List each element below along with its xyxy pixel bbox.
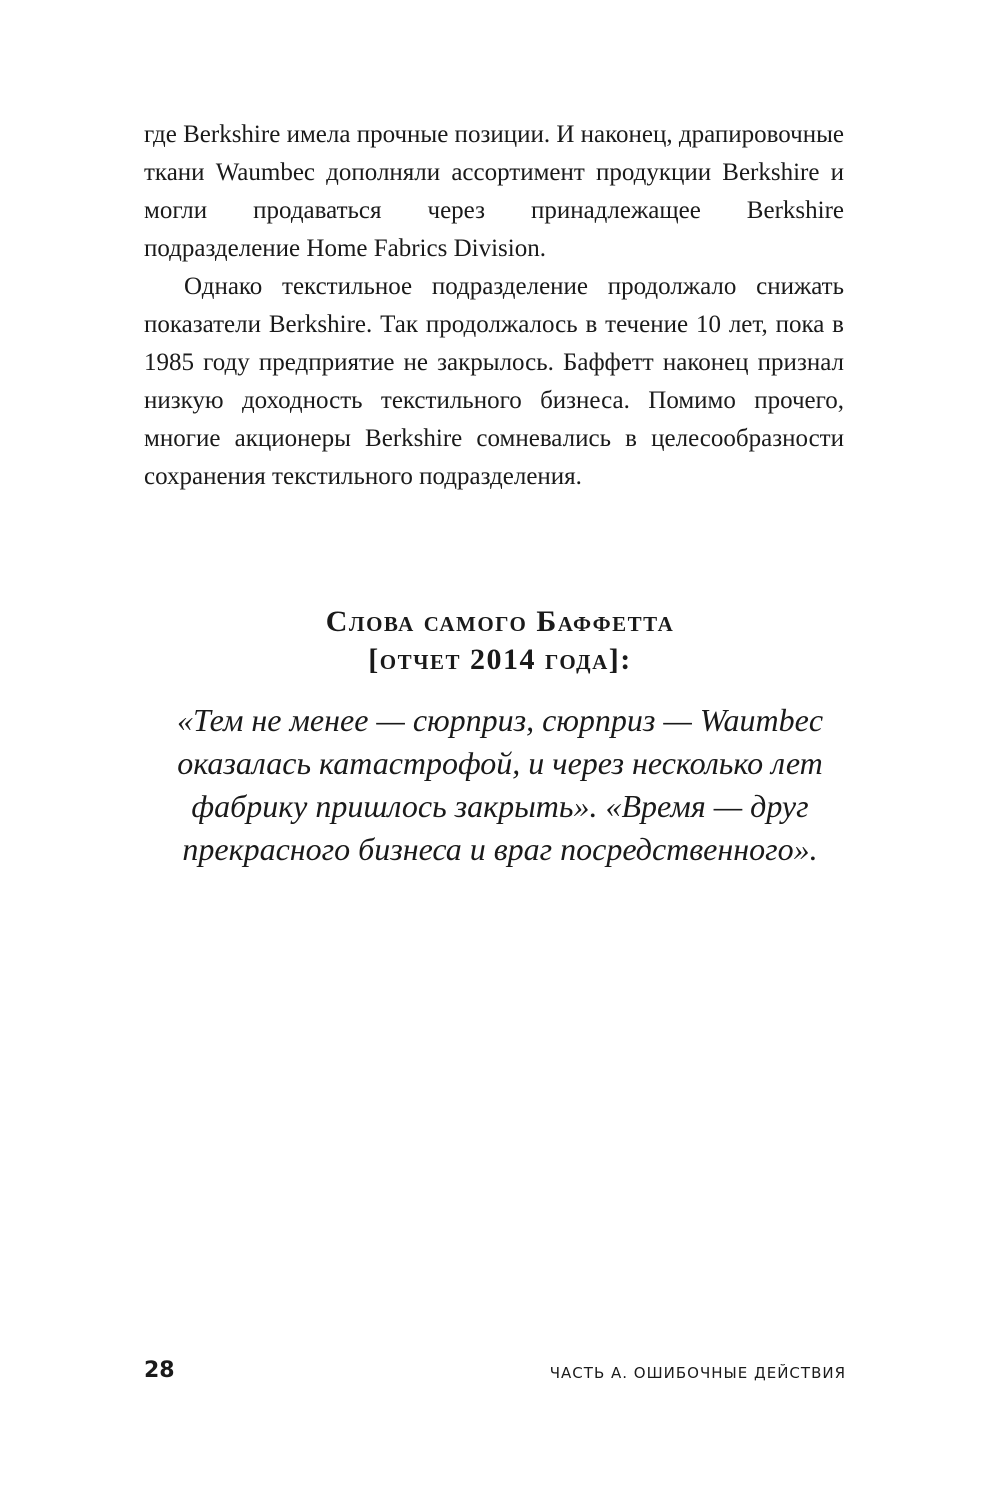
quote-heading — [120, 603, 880, 679]
quote-heading-line-1: Слова самого Баффетта — [325, 605, 675, 638]
quote-text: «Тем не менее — сюрприз, сюрприз — Waumbec оказалась катастрофой, и через несколько лет фабрику пришлось закрыть». «Время — друг прекрасного бизнеса и враг посредственного». — [176, 702, 824, 867]
body-text — [144, 116, 844, 496]
paragraph: Однако текстильное подразделение продолжало снижать показатели Berkshire. Так продолжалось в течение 10 лет, пока в 1985 году предприятие не закрылось. Баффетт наконец признал низкую доходность текстильного бизнеса. Помимо прочего, многие акционеры Berkshire сомневались в целесообразности сохранения текстильного подразделения. — [144, 273, 844, 490]
quote-block — [120, 603, 880, 871]
paragraph-continuation: где Berkshire имела прочные позиции. И наконец, драпировочные ткани Waumbec дополняли ассортимент продукции Berkshire и могли продаваться через принадлежащее Berkshire подразделение Home Fabrics Division. — [144, 121, 844, 262]
quote-heading-line-2: [отчет 2014 года]: — [368, 643, 632, 676]
page-number: 28 — [144, 1358, 175, 1383]
running-footer-section-title: ЧАСТЬ А. ОШИБОЧНЫЕ ДЕЙСТВИЯ — [549, 1364, 846, 1382]
